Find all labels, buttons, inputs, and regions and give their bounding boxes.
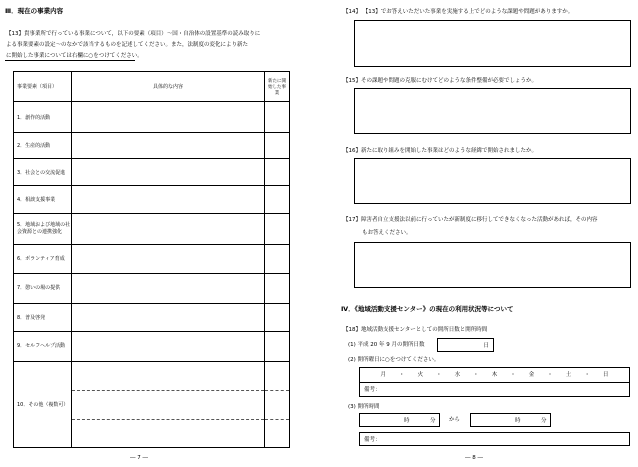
time-start-box[interactable] (359, 413, 440, 427)
q13-text-line1: 【13】貴事業所で行っている事業について，以下の要素（項目）～国・自治体の設置基準の読み取りに (6, 31, 261, 37)
row-content-cell[interactable] (71, 332, 264, 362)
days-input-box[interactable] (437, 338, 494, 352)
row-label: 6．ボランティア育成 (14, 245, 72, 274)
header-content: 具体的な内容 (71, 72, 264, 102)
row-new-cell[interactable] (265, 245, 290, 274)
time-end-box[interactable] (470, 413, 551, 427)
row-label: 4．相談支援事業 (14, 186, 72, 214)
weekday-notes[interactable]: 備考： (364, 387, 381, 393)
row-new-cell[interactable] (265, 274, 290, 304)
row-label: 1．創作的活動 (14, 102, 72, 133)
item2-label: (2) 開所曜日に○をつけてください。 (348, 357, 440, 363)
q14-answer-box[interactable] (354, 20, 631, 67)
q16-answer-box[interactable] (354, 158, 631, 204)
q15-answer-box[interactable] (354, 88, 631, 134)
item3-label: (3) 開所時間 (348, 404, 380, 410)
row-new-cell[interactable] (265, 186, 290, 214)
row-new-cell[interactable] (265, 362, 290, 448)
row-label: 3．社会との交流促進 (14, 159, 72, 186)
section-title-4: Ⅳ．《地域活動支援センター》の現在の利用状況等について (341, 305, 514, 313)
q17-text-line1: 【17】障害者自立支援法以前に行っていたが新制度に移行してできなくなった活動があれば，その内容 (343, 217, 598, 223)
page-number-7: ― 7 ― (130, 455, 148, 461)
weekday-sat[interactable]: 土 (565, 372, 572, 378)
row-new-cell[interactable] (265, 133, 290, 159)
weekday-sun[interactable]: 日 (602, 372, 609, 378)
row-new-cell[interactable] (265, 102, 290, 133)
time-start-min: 分 (430, 418, 436, 424)
q13-text-line2: よる事業要素の設定～のなかで該当するものを記述してください。また，法制度の変化により新た (6, 42, 249, 48)
q18-text: 【18】地域活動支援センターとしての開所日数と開所時間 (343, 327, 488, 333)
row-content-cell[interactable] (71, 159, 264, 186)
row-content-cell[interactable] (71, 274, 264, 304)
header-element: 事業要素（項目） (14, 72, 72, 102)
q17-text-line2: もお答えください。 (362, 230, 412, 236)
section-title-3: Ⅲ．現在の事業内容 (5, 7, 64, 15)
row-content-cell[interactable] (71, 214, 264, 245)
row-new-cell[interactable] (265, 159, 290, 186)
row-label: 5．地域および地域の社会資源との連携強化 (14, 214, 72, 245)
row-content-cell[interactable] (71, 245, 264, 274)
underline (5, 60, 135, 61)
header-new: 新たに開始した事業 (265, 72, 290, 102)
time-end-hour: 時 (515, 418, 521, 424)
row-content-cell[interactable] (71, 186, 264, 214)
weekday-fri[interactable]: 金 (528, 372, 535, 378)
row-new-cell[interactable] (265, 304, 290, 332)
q15-text: 【15】その課題や問題の克服にむけてどのような条件整備が必要でしょうか。 (343, 78, 538, 84)
weekday-wed[interactable]: 水 (454, 372, 461, 378)
item1-label: (1) 平成 20 年 9 月の開所日数 (348, 342, 425, 348)
time-notes-label: 備考： (364, 437, 381, 443)
row-label: 2．生産的活動 (14, 133, 72, 159)
time-from: から (449, 417, 461, 423)
row-content-cell[interactable] (71, 362, 264, 448)
weekday-mon[interactable]: 月 (380, 372, 387, 378)
q17-answer-box[interactable] (354, 242, 631, 288)
q14-text: 【14】 【13】でお答えいただいた事業を実施する上でどのような課題や問題がありますか。 (343, 9, 574, 15)
business-elements-table (13, 71, 290, 448)
weekday-box (359, 367, 630, 397)
weekday-tue[interactable]: 火 (417, 372, 424, 378)
weekday-row: 月 ・ 火 ・ 水 ・ 木 ・ 金 ・ 土 ・ 日 (360, 368, 629, 383)
q13-text-line3: に開始した事業については右欄に○をつけてください。 (6, 53, 143, 59)
row-label: 9．セルフヘルプ活動 (14, 332, 72, 362)
row-content-cell[interactable] (71, 133, 264, 159)
days-unit: 日 (483, 343, 489, 349)
q16-text: 【16】新たに取り組みを開始した事業はどのような経緯で開始されましたか。 (343, 148, 538, 154)
row-new-cell[interactable] (265, 214, 290, 245)
row-label: 8．普及啓発 (14, 304, 72, 332)
row-label: 7．憩いの場の提供 (14, 274, 72, 304)
page-number-8: ― 8 ― (465, 455, 483, 461)
time-notes-box[interactable] (359, 432, 630, 446)
weekday-thu[interactable]: 木 (491, 372, 498, 378)
row-new-cell[interactable] (265, 332, 290, 362)
row-content-cell[interactable] (71, 304, 264, 332)
time-end-min: 分 (541, 418, 547, 424)
time-start-hour: 時 (404, 418, 410, 424)
row-label: 10．その他（複数可） (14, 362, 72, 448)
row-content-cell[interactable] (71, 102, 264, 133)
